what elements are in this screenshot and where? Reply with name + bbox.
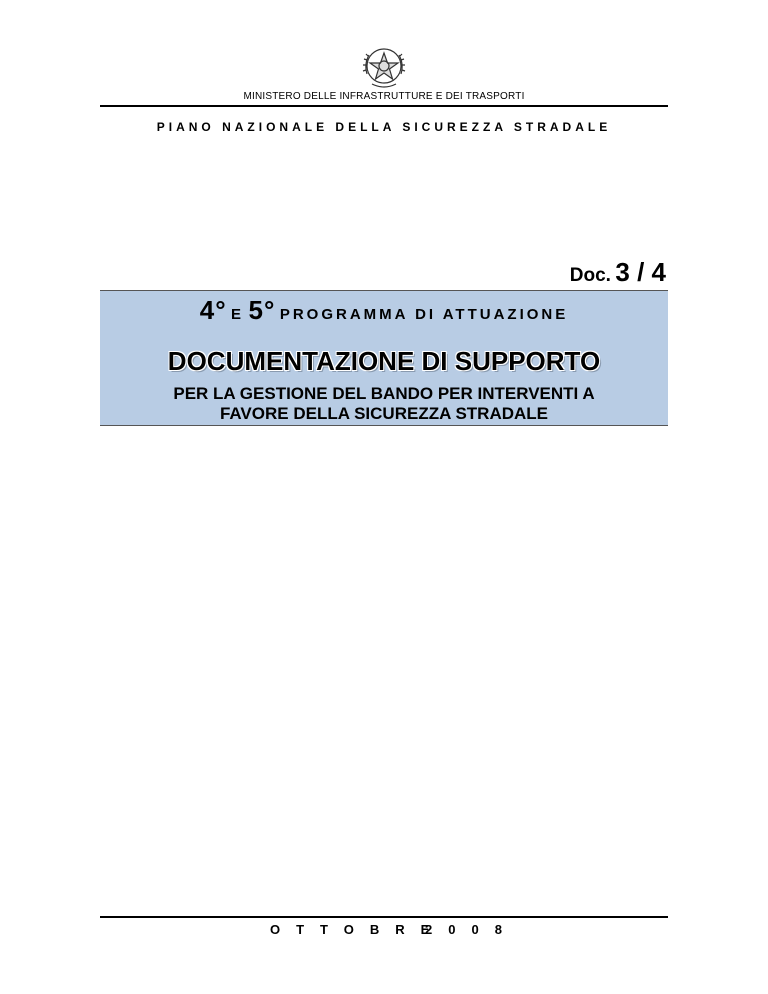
header-rule bbox=[100, 105, 668, 107]
publication-month: OTTOBRE bbox=[270, 922, 446, 937]
document-title: DOCUMENTAZIONE DI SUPPORTO bbox=[167, 346, 601, 376]
plan-title: PIANO NAZIONALE DELLA SICUREZZA STRADALE bbox=[156, 120, 612, 134]
italian-republic-emblem-icon bbox=[360, 44, 408, 92]
title-banner bbox=[100, 290, 668, 426]
footer-rule bbox=[100, 916, 668, 918]
document-subtitle bbox=[100, 384, 668, 424]
program-4: 4° bbox=[199, 295, 227, 325]
doc-number: 3 / 4 bbox=[615, 257, 666, 287]
program-e: E bbox=[231, 306, 245, 323]
program-5: 5° bbox=[248, 295, 276, 325]
program-label: PROGRAMMA DI ATTUAZIONE bbox=[279, 306, 569, 323]
subtitle-line-2: FAVORE DELLA SICUREZZA STRADALE bbox=[219, 404, 549, 423]
program-line bbox=[100, 295, 668, 326]
publication-year: 2008 bbox=[425, 922, 518, 937]
ministry-name: MINISTERO DELLE INFRASTRUTTURE E DEI TRASPORTI bbox=[243, 91, 525, 102]
doc-label: Doc. bbox=[569, 265, 611, 286]
subtitle-line-1: PER LA GESTIONE DEL BANDO PER INTERVENTI A bbox=[173, 384, 595, 403]
doc-reference bbox=[570, 257, 666, 288]
